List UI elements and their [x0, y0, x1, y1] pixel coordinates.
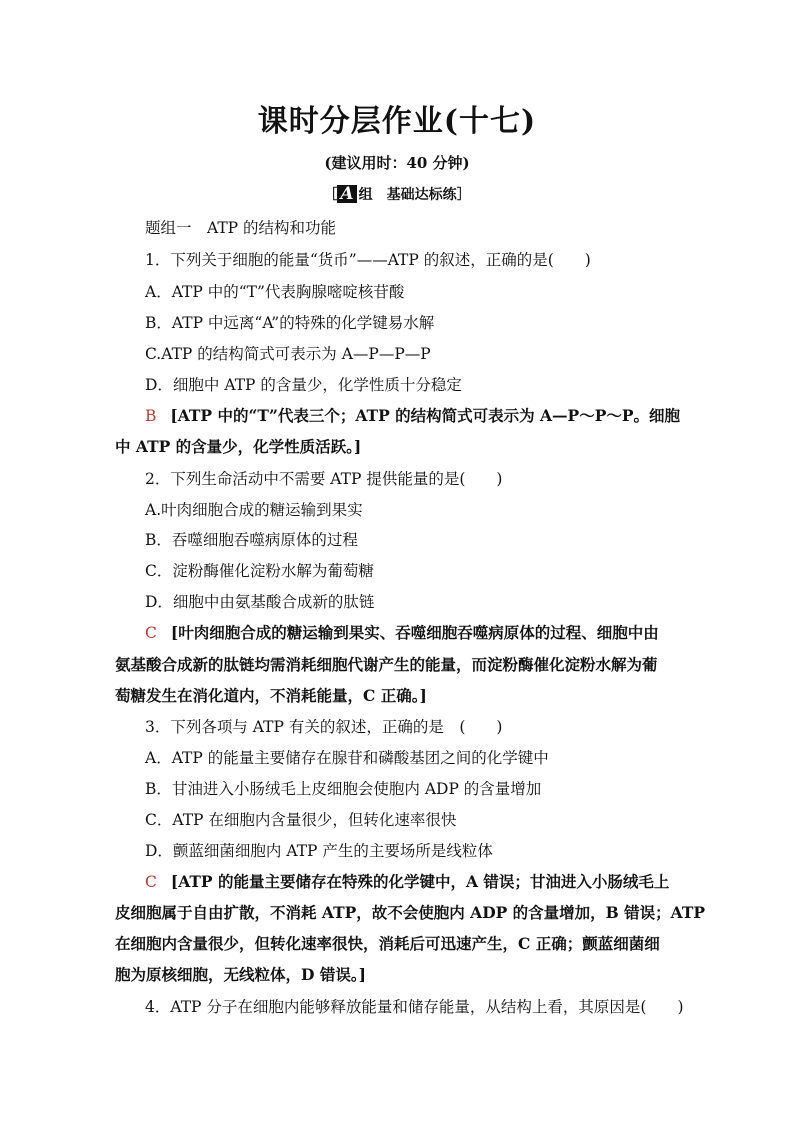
- q3-option-a: A．ATP 的能量主要储存在腺苷和磷酸基团之间的化学键中: [145, 749, 549, 767]
- q1-option-b: B．ATP 中远离“A”的特殊的化学键易水解: [145, 314, 435, 332]
- q3-answer-letter: C: [145, 873, 157, 891]
- q2-option-d: D．细胞中由氨基酸合成新的肽链: [145, 593, 375, 611]
- suggested-time: (建议用时：40 分钟): [324, 154, 470, 172]
- q2-explanation-line: [叶肉细胞合成的糖运输到果实、吞噬细胞吞噬病原体的过程、细胞中由: [170, 623, 659, 642]
- section-header: [0, 184, 794, 204]
- q3-explanation-line: 皮细胞属于自由扩散，不消耗 ATP，故不会使胞内 ADP 的含量增加，B 错误；ATP: [115, 903, 706, 922]
- q1-stem: 1．下列关于细胞的能量“货币”——ATP 的叙述，正确的是( ): [145, 251, 591, 269]
- group-a-badge: A: [337, 185, 356, 203]
- q4-stem: 4．ATP 分子在细胞内能够释放能量和储存能量，从结构上看，其原因是( ): [145, 998, 684, 1016]
- section-label: 组 基础达标练: [358, 187, 457, 203]
- q1-explanation-line: 中 ATP 的含量少，化学性质活跃。]: [115, 437, 362, 456]
- q1-answer-letter: B: [145, 407, 157, 425]
- q2-answer: [145, 623, 659, 643]
- q1-option-d: D．细胞中 ATP 的含量少，化学性质十分稳定: [145, 376, 462, 394]
- q1-option-c: C.ATP 的结构简式可表示为 A—P—P—P: [145, 345, 431, 363]
- q3-option-d: D．颤蓝细菌细胞内 ATP 产生的主要场所是线粒体: [145, 842, 493, 860]
- q2-option-c: C．淀粉酶催化淀粉水解为葡萄糖: [145, 562, 374, 580]
- page-title: 课时分层作业(十七): [257, 104, 537, 139]
- q3-option-c: C．ATP 在细胞内含量很少，但转化速率很快: [145, 811, 457, 829]
- q3-option-b: B．甘油进入小肠绒毛上皮细胞会使胞内 ADP 的含量增加: [145, 780, 542, 798]
- q2-answer-letter: C: [145, 624, 157, 642]
- q2-stem: 2．下列生命活动中不需要 ATP 提供能量的是( ): [145, 470, 503, 488]
- q3-explanation-line: 胞为原核细胞，无线粒体，D 错误。]: [115, 965, 366, 984]
- q2-explanation-line: 氨基酸合成新的肽链均需消耗细胞代谢产生的能量，而淀粉酶催化淀粉水解为葡: [115, 655, 658, 674]
- section-bracket-open: ［: [323, 187, 338, 203]
- q3-explanation-line: [ATP 的能量主要储存在特殊的化学键中，A 错误；甘油进入小肠绒毛上: [170, 872, 670, 891]
- q1-option-a: A．ATP 中的“T”代表胸腺嘧啶核苷酸: [145, 283, 405, 301]
- q3-answer: [145, 872, 669, 892]
- q2-option-b: B．吞噬细胞吞噬病原体的过程: [145, 531, 358, 549]
- group-heading: 题组一 ATP 的结构和功能: [145, 219, 337, 237]
- q2-explanation-line: 萄糖发生在消化道内，不消耗能量，C 正确。]: [115, 686, 427, 705]
- q3-explanation-line: 在细胞内含量很少，但转化速率很快，消耗后可迅速产生，C 正确；颤蓝细菌细: [115, 934, 660, 953]
- q1-explanation-line: [ATP 中的“T”代表三个；ATP 的结构简式可表示为 A—P～P～P。细胞: [170, 406, 681, 425]
- section-bracket-close: ］: [456, 187, 471, 203]
- q3-stem: 3．下列各项与 ATP 有关的叙述，正确的是 ( ): [145, 718, 503, 736]
- q2-option-a: A.叶肉细胞合成的糖运输到果实: [145, 501, 363, 519]
- q1-answer: [145, 406, 680, 426]
